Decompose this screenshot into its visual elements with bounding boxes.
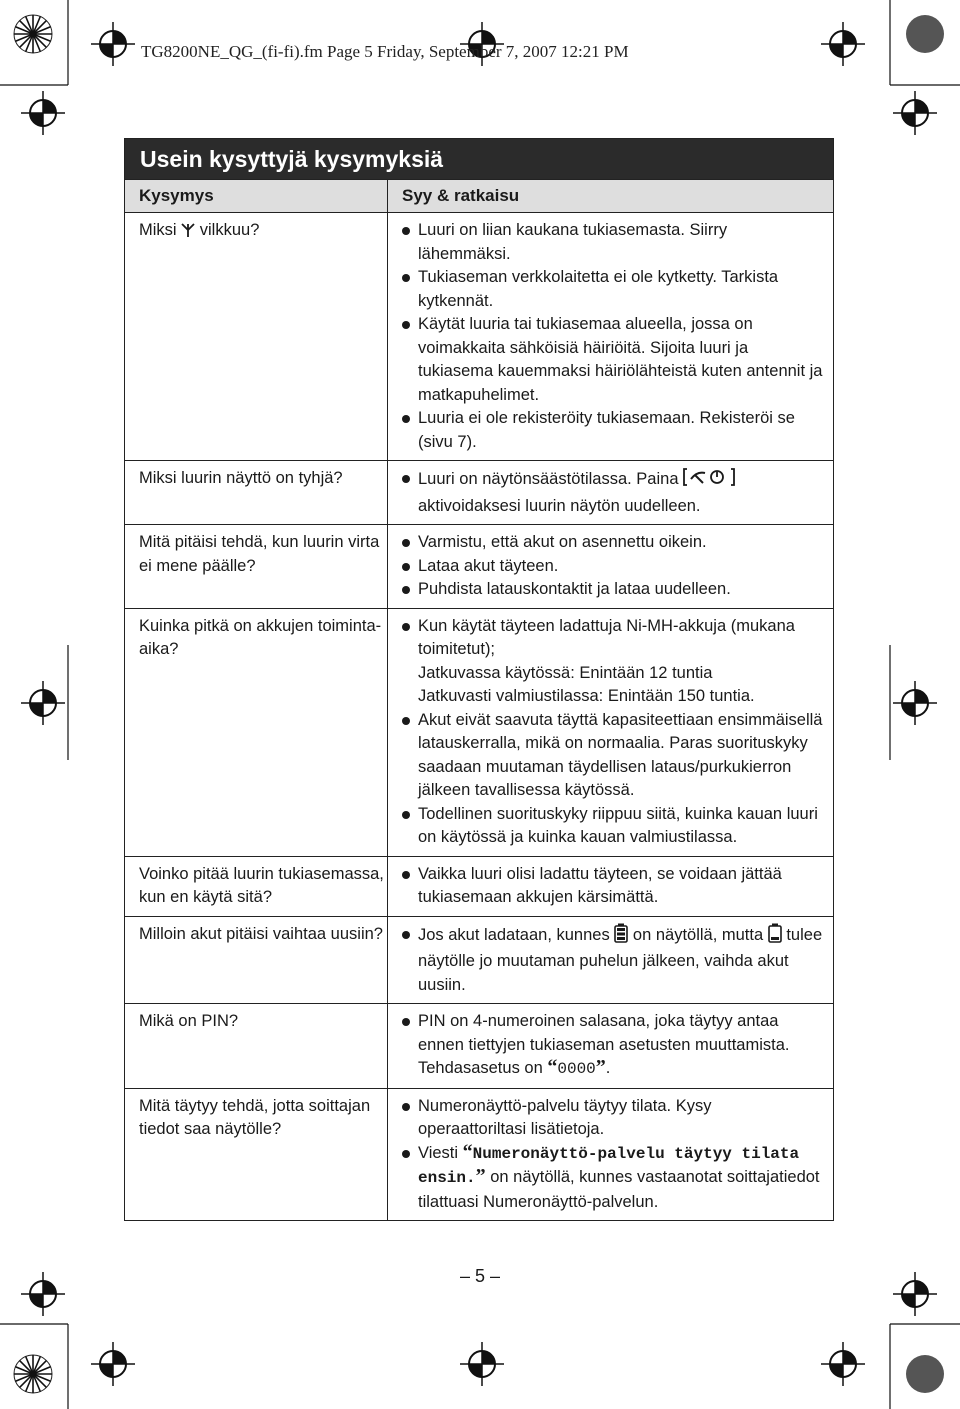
answer-cell [388,525,833,608]
answer-cell [388,857,833,916]
battery-empty-icon [768,923,782,951]
question-cell: Milloin akut pitäisi vaihtaa uusiin? [125,917,388,1004]
answer-cell [388,213,833,460]
answer-item: Lataa akut täyteen. [402,555,823,579]
answer-item: Luuri on liian kaukana tukiasemasta. Siirry lähemmäksi. [402,219,823,266]
battery-full-icon [614,923,628,951]
off-power-key-icon [683,467,735,495]
answer-item [402,1142,823,1215]
answer-line: Kun käytät täyteen ladattuja Ni-MH-akkuja (mukana toimitetut); [418,616,795,658]
answer-item [402,923,823,998]
faq-row [125,916,833,1004]
faq-row [125,460,833,524]
faq-row [125,608,833,856]
open-quote-mark: “ [462,1140,473,1163]
answer-item: Käytät luuria tai tukiasemaa alueella, jossa on voimakkaita sähköisiä häiriöitä. Sijoita luuri ja tukiasema kauemmaksi häiriölähteistä kuten antennit ja matkapuhelimet. [402,313,823,407]
faq-row [125,213,833,460]
display-message: Numeronäyttö-palvelu täytyy tilata ensin. [418,1144,800,1187]
answer-text: aktivoidaksesi luurin näytön uudelleen. [418,496,701,515]
close-quote-mark: ” [475,1165,486,1187]
answer-item: Luuria ei ole rekisteröity tukiasemaan. Rekisteröi se (sivu 7). [402,407,823,454]
question-column-header: Kysymys [125,180,388,212]
question-cell [125,213,388,460]
answer-text: Jos akut ladataan, kunnes [418,925,610,944]
answer-item: Akut eivät saavuta täyttä kapasiteettiaan ensimmäisellä latauskerralla, mikä on normaalia. Paras suorituskyky saadaan muutaman täydellisen lataus/purkukierron jälkeen tavallisessa käytössä. [402,709,823,803]
file-info-header: TG8200NE_QG_(fi-fi).fm Page 5 Friday, September 7, 2007 12:21 PM [141,42,629,61]
antenna-icon [181,222,195,246]
answer-item: Tukiaseman verkkolaitetta ei ole kytketty. Tarkista kytkennät. [402,266,823,313]
answer-cell [388,1089,833,1221]
answer-item [402,467,823,518]
answer-line: Jatkuvassa käytössä: Enintään 12 tuntia [418,663,713,682]
answer-item: Numeronäyttö-palvelu täytyy tilata. Kysy operaattoriltasi lisätietoja. [402,1095,823,1142]
question-text: Miksi [139,221,177,239]
question-cell: Voinko pitää luurin tukiasemassa, kun en käytä sitä? [125,857,388,916]
faq-row [125,1088,833,1221]
answer-item: Vaikka luuri olisi ladattu täyteen, se voidaan jättää tukiasemaan akkujen kärsimättä. [402,863,823,910]
question-text: vilkkuu? [199,221,260,239]
pin-code: 0000 [557,1060,596,1078]
answer-line: Jatkuvasti valmiustilassa: Enintään 150 tuntia. [418,687,755,705]
answer-text: Viesti [418,1143,459,1162]
close-quote-mark: ” [595,1056,606,1078]
answer-item: Todellinen suorituskyky riippuu siitä, kuinka kauan luuri on käytössä ja kuinka kauan valmiustilassa. [402,803,823,850]
question-cell: Miksi luurin näyttö on tyhjä? [125,461,388,524]
answer-item: Varmistu, että akut on asennettu oikein. [402,531,823,555]
question-cell: Kuinka pitkä on akkujen toiminta-aika? [125,609,388,856]
answer-text: on näytöllä, kunnes vastaanotat soittajatiedot tilattuasi Numeronäyttö-palvelun. [418,1168,820,1211]
answer-cell [388,917,833,1004]
question-cell: Mitä täytyy tehdä, jotta soittajan tiedot saa näytölle? [125,1089,388,1221]
answer-cell [388,461,833,524]
faq-row [125,524,833,608]
question-cell: Mikä on PIN? [125,1004,388,1088]
faq-row [125,856,833,916]
question-cell: Mitä pitäisi tehdä, kun luurin virta ei mene päälle? [125,525,388,608]
faq-row [125,1003,833,1088]
answer-text: . [605,1059,611,1077]
answer-item [402,615,823,709]
answer-column-header: Syy & ratkaisu [402,186,520,205]
answer-item: Puhdista latauskontaktit ja lataa uudelleen. [402,578,823,602]
faq-table [124,138,834,1221]
answer-item [402,1010,823,1082]
answer-cell [388,1004,833,1088]
faq-header-row [125,179,833,213]
answer-cell [388,609,833,856]
answer-text: tulee näytölle jo muutaman puhelun jälkeen, vaihda akut uusiin. [418,925,823,994]
open-quote-mark: “ [547,1056,558,1078]
answer-text: PIN on 4-numeroinen salasana, joka täytyy antaa ennen tiettyjen tukiaseman asetusten muuttamista. Tehdasasetus on [418,1012,790,1077]
answer-text: Luuri on näytönsäästötilassa. Paina [418,470,679,488]
page-number: – 5 – [459,1266,501,1286]
answer-text: on näytöllä, mutta [632,925,764,944]
faq-title: Usein kysyttyjä kysymyksiä [125,139,833,179]
